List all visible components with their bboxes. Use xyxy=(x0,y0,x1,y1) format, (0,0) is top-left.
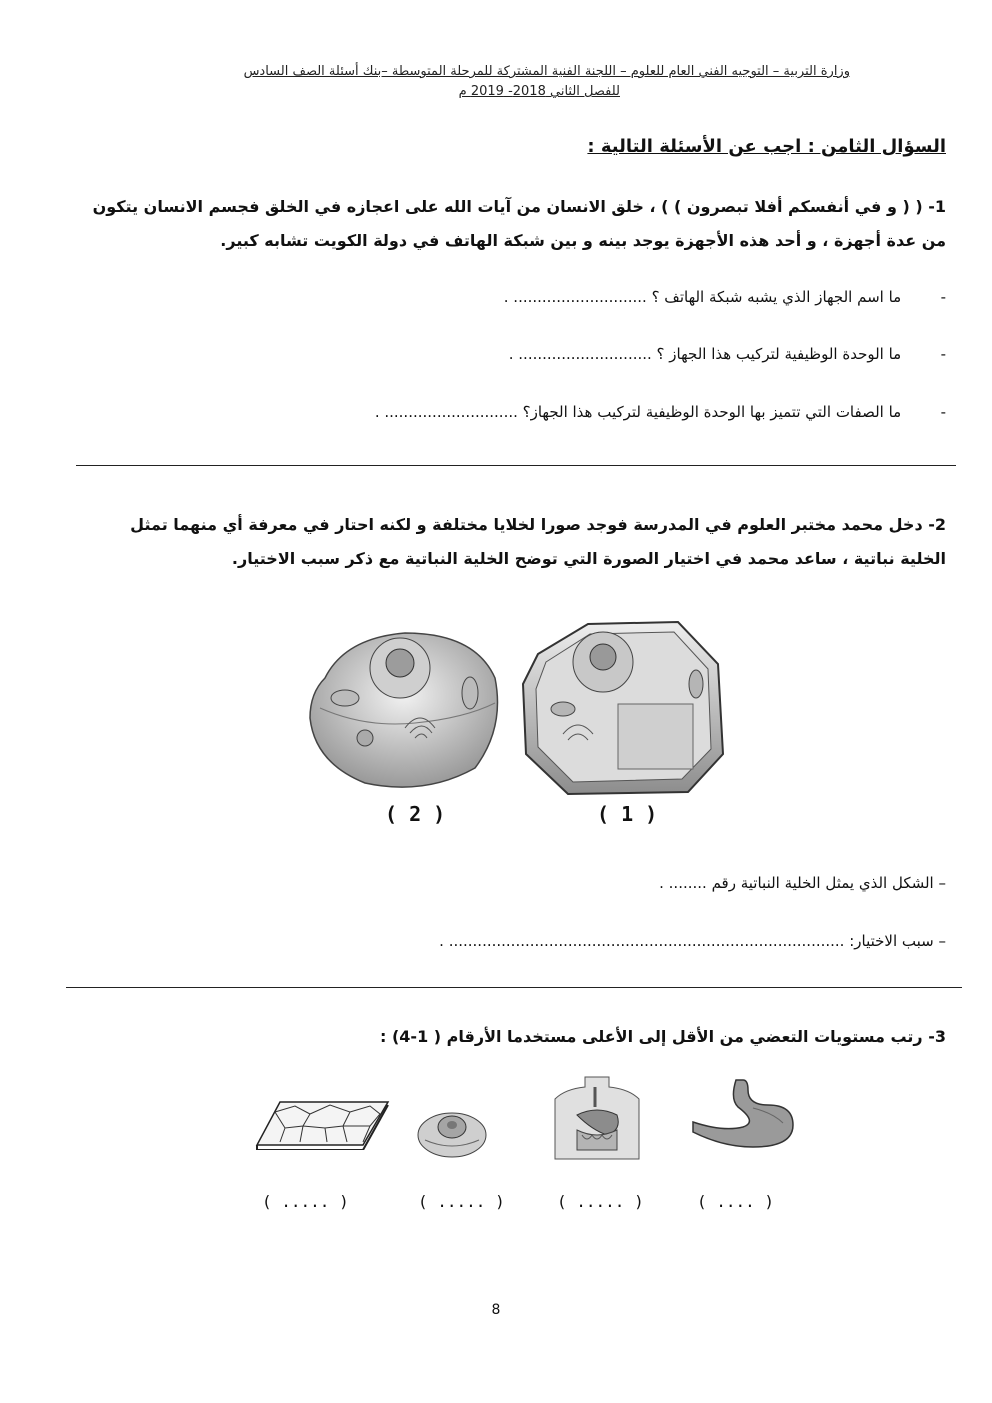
q2-answer-2: – سبب الاختيار: ................................................................................... . xyxy=(439,932,946,950)
header-line-2: للفصل الثاني 2018- 2019 م xyxy=(458,84,620,99)
q1-item-3 xyxy=(146,403,946,421)
q1-item-dash: - xyxy=(940,403,946,421)
page-number: 8 xyxy=(491,1302,501,1318)
caption-1: ( 1 ) xyxy=(597,802,658,826)
answer-blank-system[interactable]: ( ..... ) xyxy=(557,1192,644,1211)
q1-item-dash: - xyxy=(940,345,946,363)
caption-2: ( 2 ) xyxy=(385,802,446,826)
q1-item-text: ما اسم الجهاز الذي يشبه شبكة الهاتف ؟ ............................ . xyxy=(503,288,902,306)
q1-item-text: ما الصفات التي تتميز بها الوحدة الوظيفية لتركيب هذا الجهاز؟ ............................ . xyxy=(374,403,902,421)
q1-item-2 xyxy=(146,345,946,363)
stomach-organ-image xyxy=(688,1078,798,1148)
q1-intro: 1- ( ( و في أنفسكم أفلا تبصرون ) ) ، خلق الانسان من آيات الله على اعجازه في الخلق فجسم الانسان يتكون من عدة أجهزة ، و أحد هذه الأجهزة يوجد بينه و بين شبكة الهاتف في دولة الكويت تشابه كبير. xyxy=(92,197,946,250)
q2-intro: 2- دخل محمد مختبر العلوم في المدرسة فوجد صورا لخلايا مختلفة و لكنه احتار في معرفة أي منهما تمثل الخلية نباتية ، ساعد محمد في اختيار الصورة التي توضح الخلية النباتية مع ذكر سبب الاختيار. xyxy=(130,515,946,568)
answer-blank-organ[interactable]: ( .... ) xyxy=(697,1192,775,1211)
body-system-image xyxy=(547,1075,647,1160)
divider-2 xyxy=(66,987,962,988)
header-line-1: وزارة التربية – التوجيه الفني العام للعلوم – اللجنة الفنية المشتركة للمرحلة المتوسطة –بنك أسئلة الصف السادس xyxy=(243,64,850,79)
answer-blank-tissue[interactable]: ( ..... ) xyxy=(262,1192,349,1211)
plant-cell-image xyxy=(518,614,728,799)
answer-blank-cell[interactable]: ( ..... ) xyxy=(418,1192,505,1211)
q1-item-dash: - xyxy=(940,288,946,306)
q2-answer-1: – الشكل الذي يمثل الخلية النباتية رقم ........ . xyxy=(659,874,946,892)
tissue-image xyxy=(255,1100,390,1150)
q3-intro: 3- رتب مستويات التعضي من الأقل إلى الأعلى مستخدما الأرقام ( 1-4) : xyxy=(380,1027,946,1046)
animal-cell-image xyxy=(305,618,505,793)
q1-item-1 xyxy=(146,288,946,306)
divider-1 xyxy=(76,465,956,466)
q1-item-text: ما الوحدة الوظيفية لتركيب هذا الجهاز ؟ ............................ . xyxy=(508,345,902,363)
cell-image xyxy=(415,1105,490,1160)
section-title: السؤال الثامن : اجب عن الأسئلة التالية : xyxy=(587,136,946,157)
